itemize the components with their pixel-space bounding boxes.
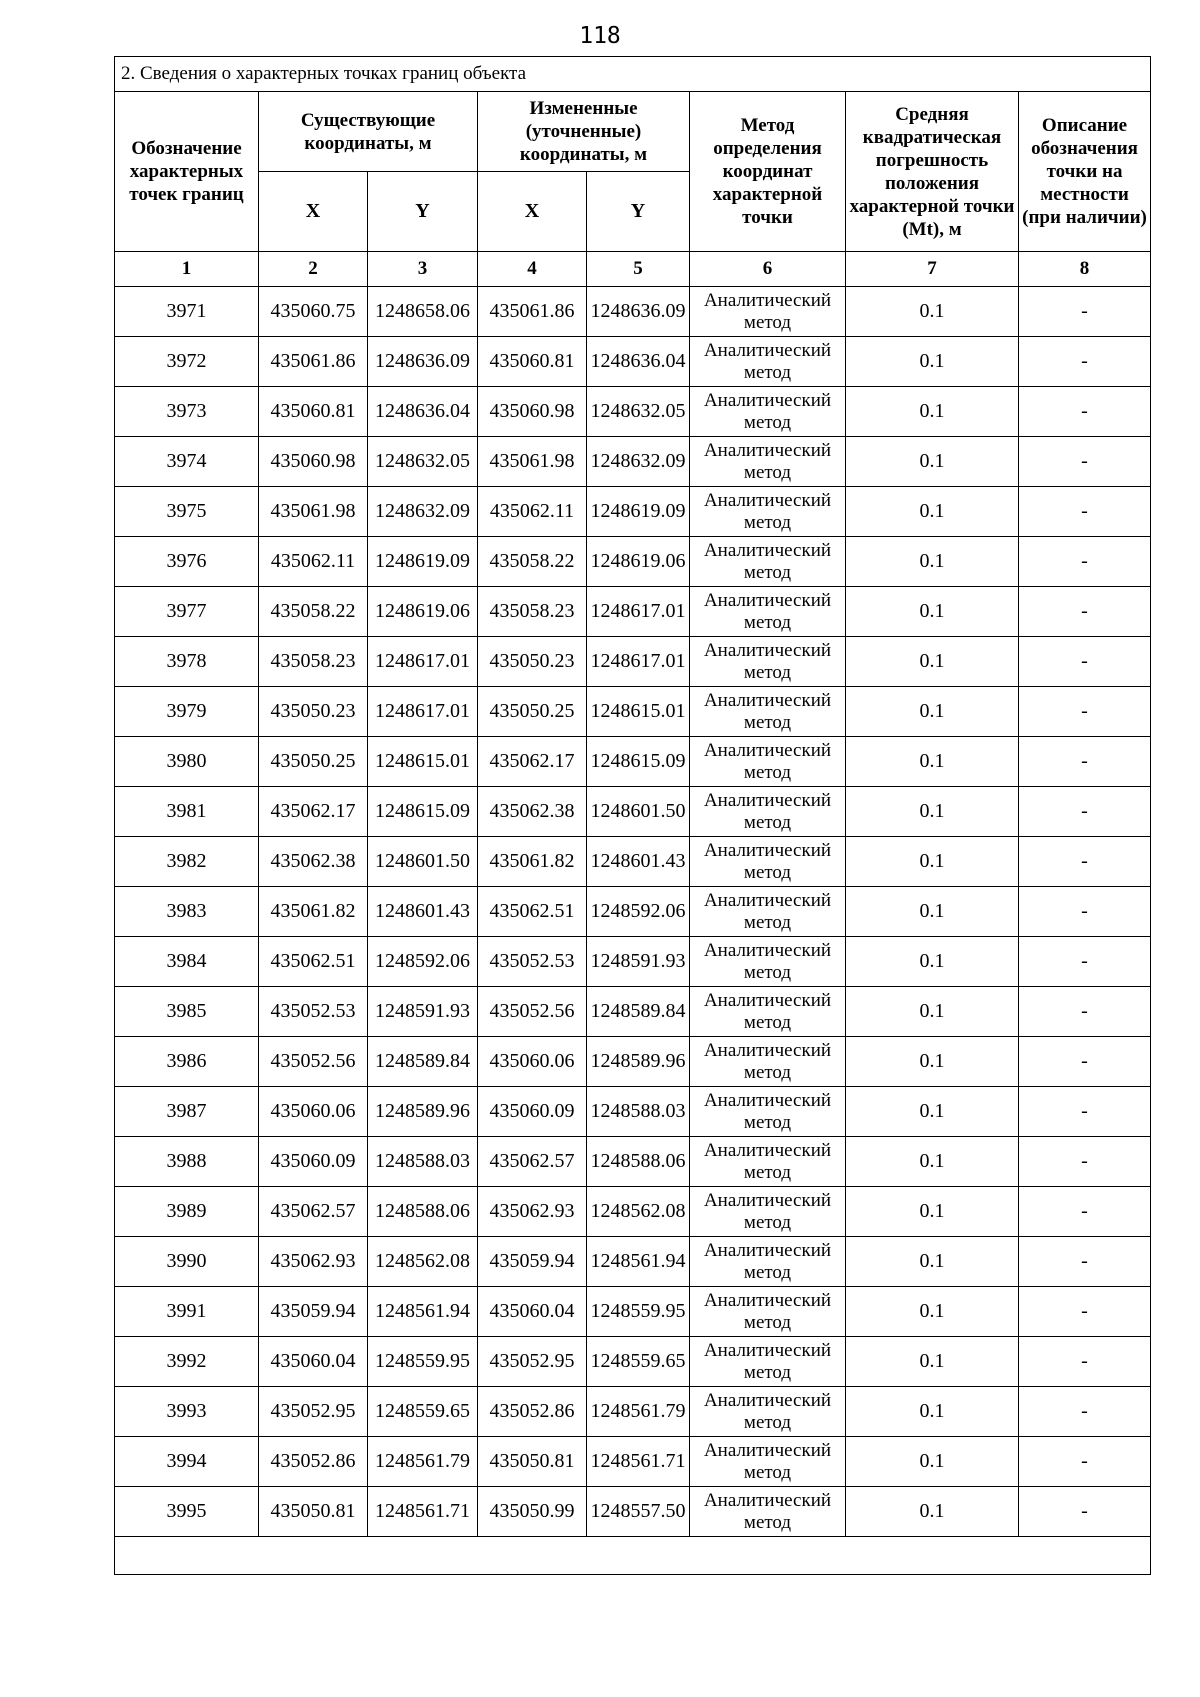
existing-y-cell: 1248561.79 [368, 1437, 478, 1487]
existing-x-cell: 435052.53 [259, 987, 368, 1037]
mean-square-error-cell: 0.1 [846, 687, 1019, 737]
existing-x-cell: 435062.11 [259, 537, 368, 587]
method-cell: Аналитический метод [690, 737, 846, 787]
existing-x-cell: 435062.38 [259, 837, 368, 887]
description-cell: - [1019, 687, 1151, 737]
existing-x-cell: 435060.81 [259, 387, 368, 437]
changed-x-cell: 435052.86 [478, 1387, 587, 1437]
mean-square-error-cell: 0.1 [846, 1037, 1019, 1087]
header-method: Метод определения координат характерной точки [690, 92, 846, 252]
existing-x-cell: 435059.94 [259, 1287, 368, 1337]
existing-y-cell: 1248615.01 [368, 737, 478, 787]
changed-y-cell: 1248559.65 [587, 1337, 690, 1387]
existing-y-cell: 1248589.84 [368, 1037, 478, 1087]
mean-square-error-cell: 0.1 [846, 587, 1019, 637]
description-cell: - [1019, 387, 1151, 437]
existing-x-cell: 435052.86 [259, 1437, 368, 1487]
changed-y-cell: 1248588.03 [587, 1087, 690, 1137]
existing-x-cell: 435052.56 [259, 1037, 368, 1087]
point-id-cell: 3984 [115, 937, 259, 987]
method-cell: Аналитический метод [690, 887, 846, 937]
changed-x-cell: 435052.56 [478, 987, 587, 1037]
changed-x-cell: 435061.86 [478, 287, 587, 337]
point-id-cell: 3990 [115, 1237, 259, 1287]
column-number: 5 [587, 252, 690, 287]
changed-y-cell: 1248559.95 [587, 1287, 690, 1337]
existing-x-cell: 435060.06 [259, 1087, 368, 1137]
mean-square-error-cell: 0.1 [846, 437, 1019, 487]
table-row [115, 637, 1151, 687]
header-description: Описание обозначения точки на местности (при наличии) [1019, 92, 1151, 252]
changed-y-cell: 1248561.94 [587, 1237, 690, 1287]
changed-x-cell: 435059.94 [478, 1237, 587, 1287]
column-number: 7 [846, 252, 1019, 287]
description-cell: - [1019, 1337, 1151, 1387]
mean-square-error-cell: 0.1 [846, 337, 1019, 387]
method-cell: Аналитический метод [690, 337, 846, 387]
changed-y-cell: 1248562.08 [587, 1187, 690, 1237]
existing-x-cell: 435060.75 [259, 287, 368, 337]
method-cell: Аналитический метод [690, 1337, 846, 1387]
mean-square-error-cell: 0.1 [846, 837, 1019, 887]
changed-x-cell: 435060.81 [478, 337, 587, 387]
changed-y-cell: 1248561.79 [587, 1387, 690, 1437]
point-id-cell: 3980 [115, 737, 259, 787]
point-id-cell: 3977 [115, 587, 259, 637]
point-id-cell: 3972 [115, 337, 259, 387]
column-number: 2 [259, 252, 368, 287]
existing-y-cell: 1248617.01 [368, 687, 478, 737]
column-number: 4 [478, 252, 587, 287]
point-id-cell: 3983 [115, 887, 259, 937]
table-row [115, 587, 1151, 637]
existing-x-cell: 435050.81 [259, 1487, 368, 1537]
description-cell: - [1019, 787, 1151, 837]
table-row [115, 1137, 1151, 1187]
description-cell: - [1019, 987, 1151, 1037]
existing-y-cell: 1248562.08 [368, 1237, 478, 1287]
changed-y-cell: 1248561.71 [587, 1437, 690, 1487]
existing-x-cell: 435060.09 [259, 1137, 368, 1187]
description-cell: - [1019, 837, 1151, 887]
changed-x-cell: 435061.98 [478, 437, 587, 487]
mean-square-error-cell: 0.1 [846, 1487, 1019, 1537]
table-row [115, 1387, 1151, 1437]
changed-x-cell: 435061.82 [478, 837, 587, 887]
changed-x-cell: 435050.81 [478, 1437, 587, 1487]
description-cell: - [1019, 1237, 1151, 1287]
empty-table-row [115, 1537, 1151, 1575]
mean-square-error-cell: 0.1 [846, 937, 1019, 987]
empty-cell [115, 1537, 1151, 1575]
table-row [115, 337, 1151, 387]
changed-x-cell: 435050.99 [478, 1487, 587, 1537]
description-cell: - [1019, 1487, 1151, 1537]
header-changed-coordinates: Измененные (уточненные) координаты, м [478, 92, 690, 172]
column-number: 3 [368, 252, 478, 287]
table-row [115, 1337, 1151, 1387]
method-cell: Аналитический метод [690, 787, 846, 837]
method-cell: Аналитический метод [690, 1087, 846, 1137]
existing-y-cell: 1248601.43 [368, 887, 478, 937]
changed-y-cell: 1248588.06 [587, 1137, 690, 1187]
page-number: 118 [579, 23, 621, 49]
changed-y-cell: 1248632.05 [587, 387, 690, 437]
existing-x-cell: 435062.57 [259, 1187, 368, 1237]
table-row [115, 787, 1151, 837]
point-id-cell: 3975 [115, 487, 259, 537]
table-row [115, 1087, 1151, 1137]
changed-x-cell: 435062.17 [478, 737, 587, 787]
changed-y-cell: 1248592.06 [587, 887, 690, 937]
description-cell: - [1019, 487, 1151, 537]
existing-y-cell: 1248619.09 [368, 537, 478, 587]
table-row [115, 1487, 1151, 1537]
changed-y-cell: 1248591.93 [587, 937, 690, 987]
existing-x-cell: 435050.25 [259, 737, 368, 787]
existing-y-cell: 1248589.96 [368, 1087, 478, 1137]
table-row [115, 487, 1151, 537]
changed-x-cell: 435060.98 [478, 387, 587, 437]
point-id-cell: 3986 [115, 1037, 259, 1087]
changed-x-cell: 435062.11 [478, 487, 587, 537]
method-cell: Аналитический метод [690, 937, 846, 987]
table-row [115, 1287, 1151, 1337]
existing-y-cell: 1248588.03 [368, 1137, 478, 1187]
existing-y-cell: 1248658.06 [368, 287, 478, 337]
column-number: 6 [690, 252, 846, 287]
existing-x-cell: 435062.93 [259, 1237, 368, 1287]
table-row [115, 737, 1151, 787]
changed-x-cell: 435058.23 [478, 587, 587, 637]
mean-square-error-cell: 0.1 [846, 1337, 1019, 1387]
point-id-cell: 3993 [115, 1387, 259, 1437]
column-number: 1 [115, 252, 259, 287]
changed-y-cell: 1248632.09 [587, 437, 690, 487]
description-cell: - [1019, 1137, 1151, 1187]
header-existing-y: Y [368, 172, 478, 252]
existing-x-cell: 435062.51 [259, 937, 368, 987]
point-id-cell: 3978 [115, 637, 259, 687]
point-id-cell: 3988 [115, 1137, 259, 1187]
existing-y-cell: 1248632.09 [368, 487, 478, 537]
header-mean-square-error: Средняя квадратическая погрешность положения характерной точки (Mt), м [846, 92, 1019, 252]
point-id-cell: 3985 [115, 987, 259, 1037]
existing-x-cell: 435052.95 [259, 1387, 368, 1437]
description-cell: - [1019, 1387, 1151, 1437]
changed-x-cell: 435052.95 [478, 1337, 587, 1387]
mean-square-error-cell: 0.1 [846, 637, 1019, 687]
changed-y-cell: 1248617.01 [587, 587, 690, 637]
existing-y-cell: 1248592.06 [368, 937, 478, 987]
changed-y-cell: 1248636.04 [587, 337, 690, 387]
description-cell: - [1019, 1287, 1151, 1337]
table-row [115, 437, 1151, 487]
header-row [115, 92, 1151, 172]
changed-x-cell: 435058.22 [478, 537, 587, 587]
table-row [115, 537, 1151, 587]
changed-y-cell: 1248636.09 [587, 287, 690, 337]
column-number: 8 [1019, 252, 1151, 287]
point-id-cell: 3987 [115, 1087, 259, 1137]
method-cell: Аналитический метод [690, 287, 846, 337]
description-cell: - [1019, 287, 1151, 337]
changed-y-cell: 1248619.09 [587, 487, 690, 537]
existing-y-cell: 1248559.65 [368, 1387, 478, 1437]
existing-x-cell: 435058.23 [259, 637, 368, 687]
header-changed-y: Y [587, 172, 690, 252]
table-row [115, 987, 1151, 1037]
header-existing-coordinates: Существующие координаты, м [259, 92, 478, 172]
existing-x-cell: 435062.17 [259, 787, 368, 837]
changed-x-cell: 435060.04 [478, 1287, 587, 1337]
method-cell: Аналитический метод [690, 537, 846, 587]
mean-square-error-cell: 0.1 [846, 1087, 1019, 1137]
existing-y-cell: 1248636.09 [368, 337, 478, 387]
mean-square-error-cell: 0.1 [846, 1287, 1019, 1337]
point-id-cell: 3974 [115, 437, 259, 487]
method-cell: Аналитический метод [690, 1037, 846, 1087]
point-id-cell: 3982 [115, 837, 259, 887]
mean-square-error-cell: 0.1 [846, 1137, 1019, 1187]
changed-y-cell: 1248589.96 [587, 1037, 690, 1087]
point-id-cell: 3991 [115, 1287, 259, 1337]
mean-square-error-cell: 0.1 [846, 487, 1019, 537]
existing-y-cell: 1248561.94 [368, 1287, 478, 1337]
existing-y-cell: 1248559.95 [368, 1337, 478, 1387]
existing-y-cell: 1248617.01 [368, 637, 478, 687]
point-id-cell: 3979 [115, 687, 259, 737]
existing-y-cell: 1248619.06 [368, 587, 478, 637]
description-cell: - [1019, 887, 1151, 937]
point-id-cell: 3976 [115, 537, 259, 587]
description-cell: - [1019, 337, 1151, 387]
method-cell: Аналитический метод [690, 1287, 846, 1337]
table-row [115, 287, 1151, 337]
method-cell: Аналитический метод [690, 1487, 846, 1537]
method-cell: Аналитический метод [690, 587, 846, 637]
point-id-cell: 3994 [115, 1437, 259, 1487]
method-cell: Аналитический метод [690, 637, 846, 687]
changed-x-cell: 435050.25 [478, 687, 587, 737]
description-cell: - [1019, 937, 1151, 987]
method-cell: Аналитический метод [690, 1187, 846, 1237]
changed-x-cell: 435062.38 [478, 787, 587, 837]
changed-x-cell: 435052.53 [478, 937, 587, 987]
changed-x-cell: 435060.09 [478, 1087, 587, 1137]
point-id-cell: 3995 [115, 1487, 259, 1537]
mean-square-error-cell: 0.1 [846, 887, 1019, 937]
point-id-cell: 3989 [115, 1187, 259, 1237]
method-cell: Аналитический метод [690, 387, 846, 437]
description-cell: - [1019, 437, 1151, 487]
mean-square-error-cell: 0.1 [846, 787, 1019, 837]
header-point-designation: Обозначение характерных точек границ [115, 92, 259, 252]
header-existing-x: X [259, 172, 368, 252]
method-cell: Аналитический метод [690, 487, 846, 537]
existing-x-cell: 435061.86 [259, 337, 368, 387]
changed-x-cell: 435062.93 [478, 1187, 587, 1237]
mean-square-error-cell: 0.1 [846, 1237, 1019, 1287]
existing-x-cell: 435060.98 [259, 437, 368, 487]
existing-x-cell: 435050.23 [259, 687, 368, 737]
description-cell: - [1019, 587, 1151, 637]
changed-y-cell: 1248601.43 [587, 837, 690, 887]
changed-y-cell: 1248601.50 [587, 787, 690, 837]
method-cell: Аналитический метод [690, 1237, 846, 1287]
description-cell: - [1019, 1187, 1151, 1237]
section-title-row [115, 57, 1151, 92]
changed-x-cell: 435060.06 [478, 1037, 587, 1087]
method-cell: Аналитический метод [690, 837, 846, 887]
existing-y-cell: 1248636.04 [368, 387, 478, 437]
existing-y-cell: 1248588.06 [368, 1187, 478, 1237]
method-cell: Аналитический метод [690, 1387, 846, 1437]
existing-y-cell: 1248632.05 [368, 437, 478, 487]
point-id-cell: 3981 [115, 787, 259, 837]
mean-square-error-cell: 0.1 [846, 1387, 1019, 1437]
point-id-cell: 3992 [115, 1337, 259, 1387]
column-number-row [115, 252, 1151, 287]
point-id-cell: 3971 [115, 287, 259, 337]
table-row [115, 387, 1151, 437]
method-cell: Аналитический метод [690, 1437, 846, 1487]
mean-square-error-cell: 0.1 [846, 987, 1019, 1037]
mean-square-error-cell: 0.1 [846, 1437, 1019, 1487]
changed-y-cell: 1248615.01 [587, 687, 690, 737]
table-row [115, 1187, 1151, 1237]
table-row [115, 1037, 1151, 1087]
existing-x-cell: 435061.98 [259, 487, 368, 537]
existing-y-cell: 1248615.09 [368, 787, 478, 837]
existing-y-cell: 1248591.93 [368, 987, 478, 1037]
table-row [115, 1237, 1151, 1287]
existing-x-cell: 435060.04 [259, 1337, 368, 1387]
changed-y-cell: 1248619.06 [587, 537, 690, 587]
method-cell: Аналитический метод [690, 987, 846, 1037]
table-row [115, 687, 1151, 737]
mean-square-error-cell: 0.1 [846, 387, 1019, 437]
mean-square-error-cell: 0.1 [846, 537, 1019, 587]
method-cell: Аналитический метод [690, 437, 846, 487]
changed-x-cell: 435050.23 [478, 637, 587, 687]
table-row [115, 937, 1151, 987]
changed-y-cell: 1248557.50 [587, 1487, 690, 1537]
description-cell: - [1019, 1037, 1151, 1087]
method-cell: Аналитический метод [690, 1137, 846, 1187]
description-cell: - [1019, 537, 1151, 587]
changed-y-cell: 1248617.01 [587, 637, 690, 687]
existing-y-cell: 1248601.50 [368, 837, 478, 887]
existing-y-cell: 1248561.71 [368, 1487, 478, 1537]
table-row [115, 1437, 1151, 1487]
mean-square-error-cell: 0.1 [846, 737, 1019, 787]
description-cell: - [1019, 637, 1151, 687]
description-cell: - [1019, 1437, 1151, 1487]
description-cell: - [1019, 1087, 1151, 1137]
table-row [115, 837, 1151, 887]
mean-square-error-cell: 0.1 [846, 287, 1019, 337]
characteristic-points-table [114, 56, 1151, 1575]
method-cell: Аналитический метод [690, 687, 846, 737]
section-title: 2. Сведения о характерных точках границ объекта [115, 57, 1151, 92]
changed-x-cell: 435062.57 [478, 1137, 587, 1187]
changed-y-cell: 1248615.09 [587, 737, 690, 787]
existing-x-cell: 435058.22 [259, 587, 368, 637]
changed-y-cell: 1248589.84 [587, 987, 690, 1037]
description-cell: - [1019, 737, 1151, 787]
header-changed-x: X [478, 172, 587, 252]
existing-x-cell: 435061.82 [259, 887, 368, 937]
changed-x-cell: 435062.51 [478, 887, 587, 937]
table-row [115, 887, 1151, 937]
mean-square-error-cell: 0.1 [846, 1187, 1019, 1237]
point-id-cell: 3973 [115, 387, 259, 437]
